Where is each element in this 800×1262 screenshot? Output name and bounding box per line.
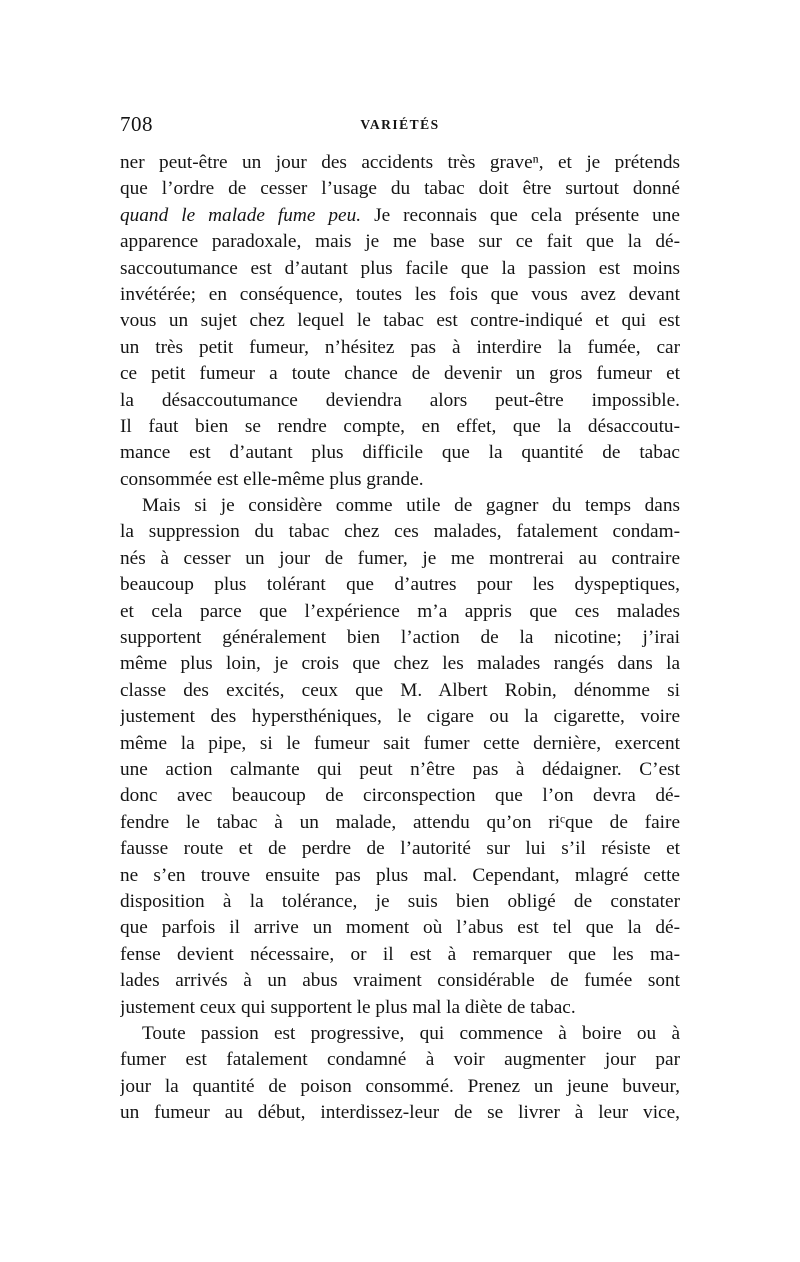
text-line: disposition à la tolérance, je suis bien obligé de constater bbox=[120, 890, 680, 912]
text-line: fense devient nécessaire, or il est à remarquer que les ma- bbox=[120, 943, 680, 965]
text-line: la suppression du tabac chez ces malades, fatalement condam- bbox=[120, 521, 680, 543]
text-line: même plus loin, je crois que chez les malades rangés dans la bbox=[120, 653, 680, 675]
text-line: consommée est elle-même plus grande. bbox=[120, 468, 424, 490]
text-line: ce petit fumeur a toute chance de devenir un gros fumeur et bbox=[120, 363, 680, 385]
text-line: nés à cesser un jour de fumer, je me montrerai au contraire bbox=[120, 547, 680, 569]
text-line: vous un sujet chez lequel le tabac est contre-indiqué et qui est bbox=[120, 310, 680, 332]
running-head-title: VARIÉTÉS bbox=[360, 117, 440, 132]
text-line: que parfois il arrive un moment où l’abus est tel que la dé- bbox=[120, 917, 680, 939]
text-line: Il faut bien se rendre compte, en effet, que la désaccoutu- bbox=[120, 415, 680, 437]
text-line: saccoutumance est d’autant plus facile que la passion est moins bbox=[120, 257, 680, 279]
book-page bbox=[120, 112, 680, 1126]
text-line: fendre le tabac à un malade, attendu qu’on riᶜque de faire bbox=[120, 811, 680, 833]
text-line: apparence paradoxale, mais je me base sur ce fait que la dé- bbox=[120, 231, 680, 253]
text-line: beaucoup plus tolérant que d’autres pour les dyspeptiques, bbox=[120, 574, 680, 596]
text-line: une action calmante qui peut n’être pas à dédaigner. C’est bbox=[120, 758, 680, 780]
text-line: fumer est fatalement condamné à voir augmenter jour par bbox=[120, 1049, 680, 1071]
text-line: lades arrivés à un abus vraiment considérable de fumée sont bbox=[120, 970, 680, 992]
body-text bbox=[120, 150, 680, 1126]
text-line: jour la quantité de poison consommé. Prenez un jeune buveur, bbox=[120, 1075, 680, 1097]
text-line: Mais si je considère comme utile de gagner du temps dans bbox=[142, 495, 680, 517]
text-line: justement ceux qui supportent le plus mal la diète de tabac. bbox=[120, 996, 576, 1018]
text-line: et cela parce que l’expérience m’a appris que ces malades bbox=[120, 600, 680, 622]
text-line: un fumeur au début, interdissez-leur de se livrer à leur vice, bbox=[120, 1102, 680, 1124]
text-line: que l’ordre de cesser l’usage du tabac doit être surtout donné bbox=[120, 178, 680, 200]
text-line: fausse route et de perdre de l’autorité sur lui s’il résiste et bbox=[120, 838, 680, 860]
text-line: ner peut-être un jour des accidents très graveⁿ, et je prétends bbox=[120, 152, 680, 173]
italic-phrase: quand le malade fume peu. bbox=[120, 204, 362, 226]
text-line: ne s’en trouve ensuite pas plus mal. Cependant, mlagré cette bbox=[120, 864, 680, 886]
text-line: classe des excités, ceux que M. Albert Robin, dénomme si bbox=[120, 679, 680, 701]
page-number: 708 bbox=[120, 112, 153, 136]
text-segment: Je reconnais que cela présente une bbox=[361, 204, 680, 226]
text-line: mance est d’autant plus difficile que la quantité de tabac bbox=[120, 442, 680, 464]
text-line: la désaccoutumance deviendra alors peut-être impossible. bbox=[120, 389, 680, 411]
text-line bbox=[120, 203, 680, 229]
text-line: justement des hypersthéniques, le cigare ou la cigarette, voire bbox=[120, 706, 680, 728]
text-line: donc avec beaucoup de circonspection que l’on devra dé- bbox=[120, 785, 680, 807]
text-line: invétérée; en conséquence, toutes les fois que vous avez devant bbox=[120, 283, 680, 305]
text-line: supportent généralement bien l’action de la nicotine; j’irai bbox=[120, 627, 680, 649]
text-line: un très petit fumeur, n’hésitez pas à interdire la fumée, car bbox=[120, 336, 680, 358]
running-head bbox=[120, 112, 680, 146]
text-line: Toute passion est progressive, qui commence à boire ou à bbox=[142, 1022, 680, 1044]
text-line: même la pipe, si le fumeur sait fumer cette dernière, exercent bbox=[120, 732, 680, 754]
